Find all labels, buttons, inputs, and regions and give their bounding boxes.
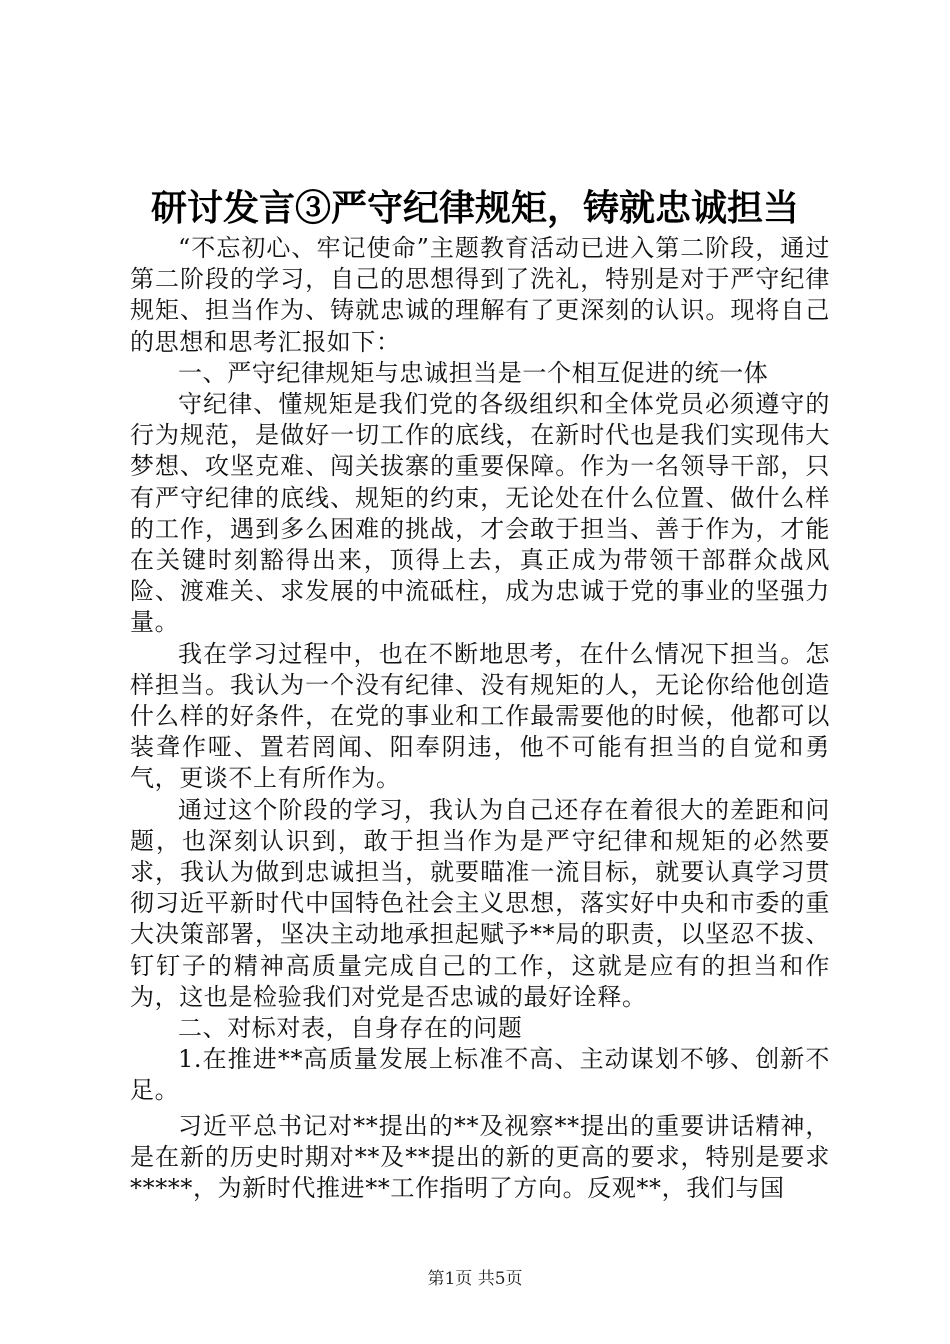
section-heading-2: 二、对标对表，自身存在的问题 (178, 1014, 523, 1043)
document-title: 研讨发言③严守纪律规矩，铸就忠诚担当 (150, 187, 799, 229)
paragraph-discipline: 守纪律、懂规矩是我们党的各级组织和全体党员必须遵守的行为规范，是做好一切工作的底线，在新时代也是我们实现伟大梦想、攻坚克难、闯关拔寨的重要保障。作为一名领导干部，只有严守纪律的底线、规矩的约束，无论处在什么位置、做什么样的工作，遇到多么困难的挑战，才会敢于担当、善于作为，才能在关键时刻豁得出来，顶得上去，真正成为带领干部群众战风险、渡难关、求发展的中流砥柱，成为忠诚于党的事业的坚强力量。 (130, 390, 830, 637)
page-footer: 第1页 共5页 (427, 1269, 523, 1289)
paragraph-reflection: 我在学习过程中，也在不断地思考，在什么情况下担当。怎样担当。我认为一个没有纪律、没有规矩的人，无论你给他创造什么样的好条件，在党的事业和工作最需要他的时候，他都可以装聋作哑、置若罔闻、阳奉阴违，他不可能有担当的自觉和勇气，更谈不上有所作为。 (130, 639, 830, 793)
paragraph-speech: 习近平总书记对**提出的**及视察**提出的重要讲话精神，是在新的历史时期对**及**提出的新的更高的要求，特别是要求*****，为新时代推进**工作指明了方向。反观**，我们与国 (130, 1111, 830, 1203)
subsection-heading-1: 1.在推进**高质量发展上标准不高、主动谋划不够、创新不足。 (130, 1045, 830, 1105)
paragraph-gap: 通过这个阶段的学习，我认为自己还存在着很大的差距和问题，也深刻认识到，敢于担当作为是严守纪律和规矩的必然要求，我认为做到忠诚担当，就要瞄准一流目标，就要认真学习贯彻习近平新时代中国特色社会主义思想，落实好中央和市委的重大决策部署，坚决主动地承担起赋予**局的职责，以坚忍不拔、钉钉子的精神高质量完成自己的工作，这就是应有的担当和作为，这也是检验我们对党是否忠诚的最好诠释。 (130, 795, 830, 1011)
section-heading-1: 一、严守纪律规矩与忠诚担当是一个相互促进的统一体 (178, 358, 769, 387)
document-body (130, 233, 830, 1204)
paragraph-intro: “不忘初心、牢记使命”主题教育活动已进入第二阶段，通过第二阶段的学习，自己的思想得到了洗礼，特别是对于严守纪律规矩、担当作为、铸就忠诚的理解有了更深刻的认识。现将自己的思想和思考汇报如下： (130, 234, 830, 356)
